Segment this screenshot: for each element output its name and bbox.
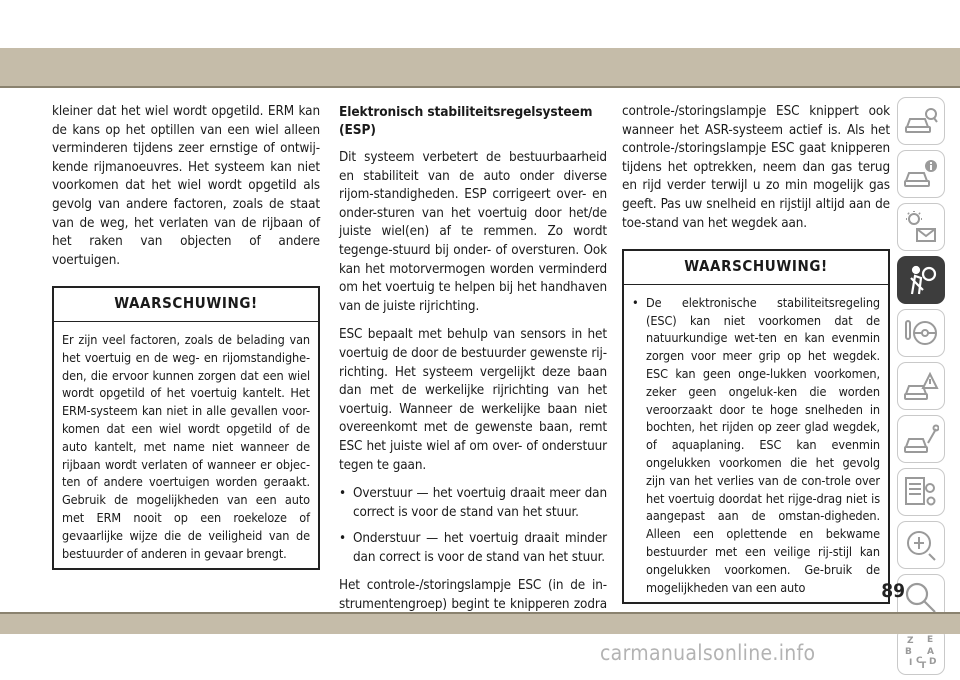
list-item-esc-warning: • De elektronische stabiliteitsregeling (ESC) kan niet voorkomen dat de natuurkundige wet-ten en kan evenmin zorgen voor meer grip op het wegdek. ESC kan geen onge-lukken voorkomen, zeker geen ongeluk-ken die worden veroorzaakt door te hoge snelheden in bochten, het rijden op zeer glad wegdek, of aquaplaning. ESC kan evenmin ongelukken voorkomen die het gevolg zijn van het verlies van de con-trole over het voertuig doordat het rijge-drag niet is aangepast aan de omstan-digheden. Alleen een oplettende en bekwame bestuurder met een veilige rij-stijl kan ongelukken voorkomen. Ge-bruik de mogelijkheden van een auto: [632, 294, 880, 597]
specs-gears-icon: [903, 474, 939, 510]
esp-paragraph-1: Dit systeem verbetert de bestuurbaarheid en stabiliteit van de auto onder diverse rijom-standigheden. ESP corrigeert over- en onder-sturen van het voertuig door het/de juiste wiel(en) af te remmen. Zo wordt tegenge-stuurd bij onder- of oversturen. Ook kan het motorvermogen worden verminderd om het voertuig te helpen bij het handhaven van de juiste rijrichting.: [339, 150, 607, 314]
tab-car-info[interactable]: [897, 150, 945, 198]
tab-car-search[interactable]: [897, 97, 945, 145]
warning-box-erm: [52, 286, 320, 570]
esp-paragraph-3: Het controle-/storingslampje ESC (in de in-strumentengroep) begint te knipperen zodra: [339, 578, 607, 613]
warning-bullet-list: [632, 294, 880, 597]
list-item-oversteer: • Overstuur — het voertuig draait meer dan correct is voor de stand van het stuur.: [339, 485, 607, 522]
watermark-text[interactable]: carmanualsonline.info: [600, 641, 816, 665]
steering-wheel-key-icon: [903, 315, 939, 351]
letter-i: I: [909, 658, 913, 668]
column-right: [622, 103, 890, 604]
column-middle: [339, 103, 607, 643]
letter-z: Z: [907, 636, 914, 646]
erm-paragraph: kleiner dat het wiel wordt opgetild. ERM kan de kans op het optillen van een wiel alleen verminderen tijdens zeer ernstige of ontwij-kende rijmanoeuvres. Het systeem kan niet voorkomen dat het wiel wordt opgetild als gevolg van andere factoren, zoals de staat van de weg, het verlaten van de rijbaan of het raken van objecten of andere voertuigen.: [52, 104, 320, 268]
column-left: [52, 103, 320, 570]
esc-lamp-paragraph: controle-/storingslampje ESC knippert ook wanneer het ASR-systeem actief is. Als het controle-/storingslampje ESC gaat knipperen tijdens het optrekken, neem dan gas terug en rijd verder terwijl u zo min mogelijk gas geeft. Pas uw snelheid en rijstijl altijd aan de toe-stand van het wegdek aan.: [622, 104, 890, 231]
page-number: 89: [881, 580, 905, 602]
footer-band: [0, 614, 960, 634]
letter-d: D: [929, 657, 937, 667]
seatbelt-airbag-icon: [903, 262, 939, 298]
tab-service[interactable]: [897, 415, 945, 463]
header-band: [0, 48, 960, 86]
car-warning-triangle-icon: [903, 368, 939, 404]
warning-light-message-icon: [903, 209, 939, 245]
tab-alphabetical-index[interactable]: [897, 627, 945, 675]
tab-safety[interactable]: [897, 256, 945, 304]
tab-warning-lights[interactable]: [897, 203, 945, 251]
fuel-pump-map-icon: [903, 527, 939, 563]
list-item-understeer: • Onderstuur — het voertuig draait minder dan correct is voor de stand van het stuur.: [339, 530, 607, 567]
tab-specifications[interactable]: [897, 468, 945, 516]
section-heading-esp: Elektronisch stabiliteitsregelsysteem (ESP): [339, 104, 593, 138]
letter-b: B: [905, 647, 912, 657]
steering-bullet-list: [339, 485, 607, 567]
header-rule: [0, 86, 960, 88]
tab-emergency[interactable]: [897, 362, 945, 410]
car-search-icon: [903, 103, 939, 139]
letter-c: C: [916, 656, 923, 666]
letter-a: A: [927, 647, 934, 657]
warning-box-esc: [622, 249, 890, 604]
letter-t: T: [920, 661, 927, 669]
tab-multimedia[interactable]: [897, 521, 945, 569]
car-info-icon: [903, 156, 939, 192]
warning-text: Er zijn veel factoren, zoals de belading van het voertuig en de weg- en rijomstandighe-den, die ervoor kunnen zorgen dat een wiel wordt opgetild of het voertuig kantelt. Het ERM-systeem kan niet in alle gevallen voor-komen dat een wiel wordt opgetild of de auto kantelt, met name niet wanneer de rijbaan wordt verlaten of wanneer er objec-ten of andere voertuigen worden geraakt. Gebruik de mogelijkheden van een auto met ERM nooit op een roekeloze of gevaarlijke wijze die de veiligheid van de bestuurder of anderen in gevaar brengt.: [62, 331, 310, 561]
letter-e: E: [927, 635, 934, 645]
car-wrench-icon: [903, 421, 939, 457]
warning-title: WAARSCHUWING!: [54, 288, 318, 322]
esp-paragraph-2: ESC bepaalt met behulp van sensors in het voertuig de door de bestuurder gewenste rij-richting. Het systeem vergelijkt deze baan dan met de werkelijke rijrichting van het voertuig. Wanneer de werkelijke baan niet overeenkomt met de gewenste baan, remt ESC het juiste wiel af om over- of onderstuur tegen te gaan.: [339, 327, 607, 473]
warning-title: WAARSCHUWING!: [624, 251, 888, 285]
index-search-icon: [903, 580, 939, 616]
tab-starting-driving[interactable]: [897, 309, 945, 357]
alphabet-index-icon: [903, 633, 939, 669]
